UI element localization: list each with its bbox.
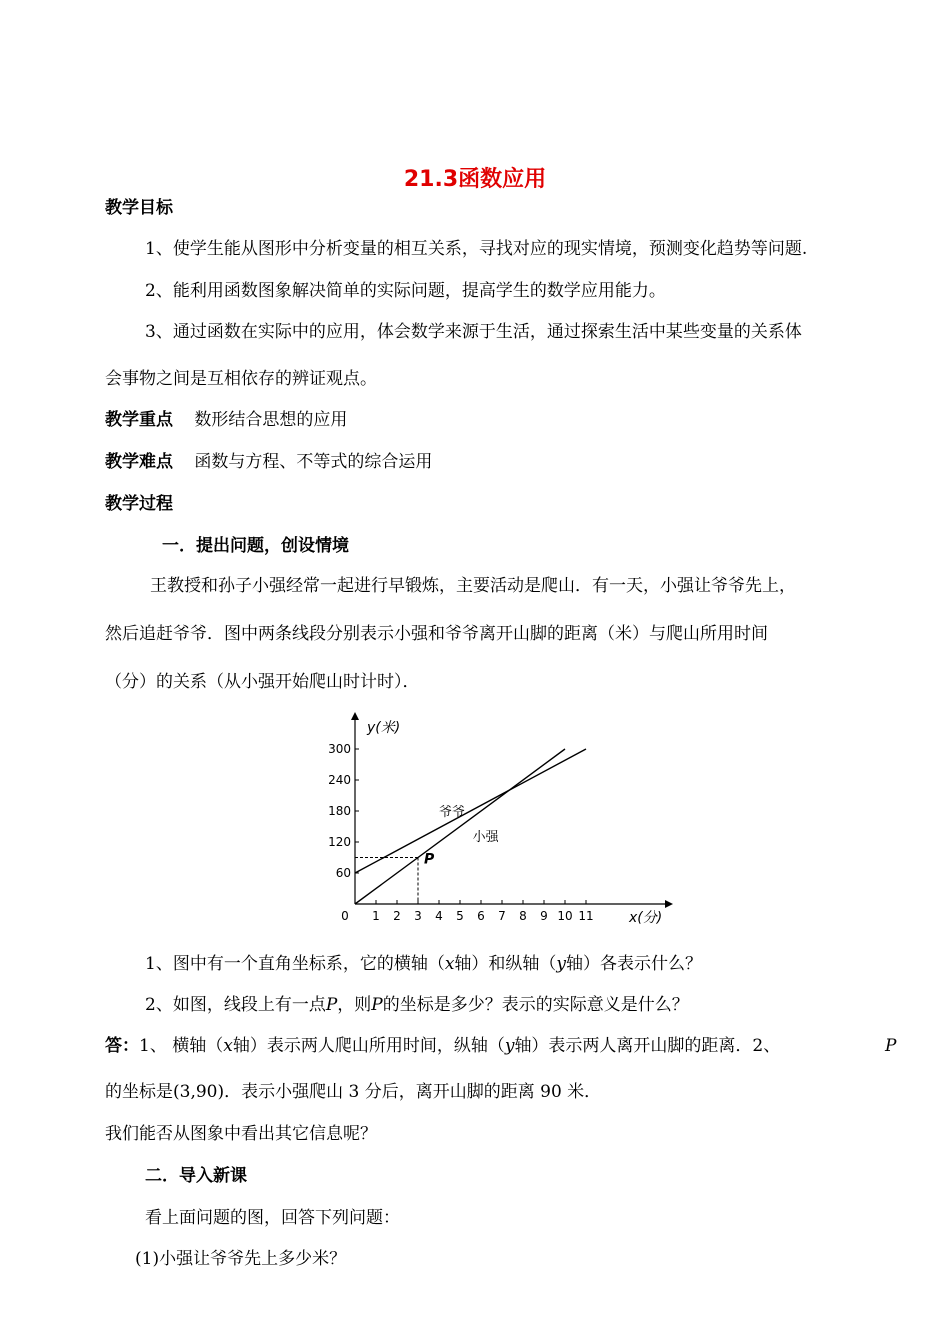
answer-line-2: 的坐标是(3,90)．表示小强爬山 3 分后，离开山脚的距离 90 米． — [105, 1082, 602, 1102]
x-tick-label: 0 — [341, 909, 349, 923]
answer-label: 答： — [105, 1036, 139, 1056]
answer-line-1-c: 轴）表示两人离开山脚的距离．2、 — [514, 1036, 781, 1056]
section-1-heading: 一．提出问题，创设情境 — [162, 536, 349, 556]
x-tick-label: 6 — [477, 909, 485, 923]
process-heading: 教学过程 — [105, 494, 173, 514]
objective-item-3-line-1: 3、通过函数在实际中的应用，体会数学来源于生活，通过探索生活中某些变量的关系体 — [145, 322, 802, 342]
chart-labels — [328, 720, 662, 926]
x-tick-label: 4 — [435, 909, 443, 923]
difficulty-row — [105, 450, 432, 474]
y-tick-label: 300 — [328, 742, 351, 756]
answer-y: y — [504, 1036, 515, 1056]
question-2-p1: P — [325, 995, 338, 1015]
y-tick-label: 240 — [328, 773, 351, 787]
key-point-text: 数形结合思想的应用 — [194, 410, 348, 430]
key-point-label: 教学重点 — [105, 410, 173, 430]
x-tick-label: 7 — [498, 909, 506, 923]
section-2-intro: 看上面问题的图，回答下列问题： — [145, 1208, 400, 1228]
question-2 — [145, 993, 689, 1017]
x-axis-arrow — [665, 900, 673, 908]
chart-series — [355, 749, 586, 904]
x-tick-label: 8 — [519, 909, 527, 923]
x-tick-label: 11 — [578, 909, 594, 923]
question-2-pre: 2、如图，线段上有一点 — [145, 995, 326, 1015]
answer-line-1 — [105, 1034, 780, 1058]
x-tick-label: 10 — [557, 909, 573, 923]
section-1-para-line-3: （分）的关系（从小强开始爬山时计时）． — [105, 672, 420, 692]
y-axis-label: y(米) — [367, 720, 401, 736]
question-2-post: 的坐标是多少？表示的实际意义是什么？ — [382, 995, 689, 1015]
answer-p: P — [885, 1036, 897, 1056]
answer-line-1-b: 轴）表示两人爬山所用时间，纵轴（ — [232, 1036, 505, 1056]
series-label-1: 爷爷 — [439, 804, 466, 820]
answer-line-1-a: 1、 横轴（ — [139, 1036, 224, 1056]
question-1-post: 轴）各表示什么？ — [566, 954, 703, 974]
question-1-mid: 轴）和纵轴（ — [454, 954, 557, 974]
question-1-y: y — [556, 954, 567, 974]
question-1-pre: 1、图中有一个直角坐标系，它的横轴（ — [145, 954, 445, 974]
objective-item-1: 1、使学生能从图形中分析变量的相互关系，寻找对应的现实情境，预测变化趋势等问题. — [145, 239, 808, 259]
section-1-para-line-1: 王教授和孙子小强经常一起进行早锻炼，主要活动是爬山．有一天，小强让爷爷先上， — [150, 576, 796, 596]
x-tick-label: 3 — [414, 909, 422, 923]
question-1 — [145, 952, 702, 976]
objective-item-2: 2、能利用函数图象解决简单的实际问题，提高学生的数学应用能力。 — [145, 281, 666, 301]
y-axis-arrow — [351, 712, 359, 720]
x-tick-label: 2 — [393, 909, 401, 923]
section-2-heading: 二．导入新课 — [145, 1166, 247, 1186]
y-tick-label: 180 — [328, 804, 351, 818]
y-tick-label: 60 — [335, 866, 351, 880]
series-label-2: 小强 — [472, 830, 499, 846]
difficulty-text: 函数与方程、不等式的综合运用 — [194, 452, 433, 472]
section-1-para-line-2: 然后追赶爷爷．图中两条线段分别表示小强和爷爷离开山脚的距离（米）与爬山所用时间 — [105, 624, 768, 644]
y-tick-label: 120 — [328, 835, 351, 849]
key-point-row — [105, 408, 347, 432]
answer-x: x — [223, 1036, 233, 1056]
x-tick-label: 1 — [372, 909, 380, 923]
objectives-heading: 教学目标 — [105, 198, 173, 218]
difficulty-label: 教学难点 — [105, 452, 173, 472]
question-2-p2: P — [371, 995, 383, 1015]
series-line-2 — [355, 749, 565, 904]
question-1-x: x — [444, 954, 455, 974]
question-2-mid: ，则 — [337, 995, 372, 1015]
x-axis-label: x(分) — [629, 910, 663, 926]
page-title: 21.3函数应用 — [403, 167, 547, 192]
objective-item-3-line-2: 会事物之间是互相依存的辨证观点。 — [105, 369, 377, 389]
point-label: P — [424, 851, 435, 868]
series-line-1 — [355, 749, 586, 873]
x-tick-label: 5 — [456, 909, 464, 923]
chart-axes — [351, 712, 673, 908]
more-info-question: 我们能否从图象中看出其它信息呢？ — [105, 1124, 377, 1144]
distance-time-chart — [325, 710, 695, 936]
section-2-question-1: (1)小强让爷爷先上多少米？ — [135, 1249, 347, 1269]
x-tick-label: 9 — [540, 909, 548, 923]
